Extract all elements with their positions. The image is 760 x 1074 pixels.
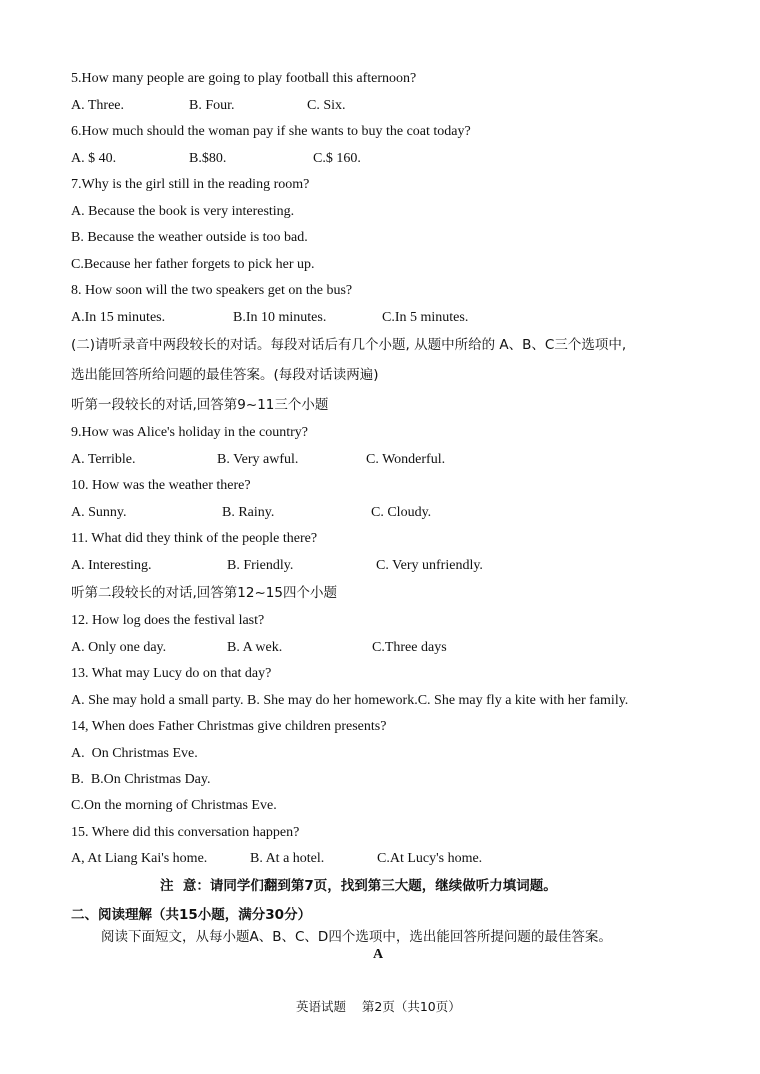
question-11-option-a: A. Interesting. [71,558,152,573]
question-7-option-b: B. Because the weather outside is too bad. [71,230,308,245]
question-5-option-a: A. Three. [71,98,124,113]
question-15-option-c: C.At Lucy's home. [377,851,483,866]
question-9-option-b: B. Very awful. [217,452,299,467]
question-14-option-a: A. On Christmas Eve. [71,746,198,761]
reading-section-heading: 二、阅读理解（共15小题，满分30分） [71,907,312,923]
question-11-option-c: C. Very unfriendly. [376,558,483,573]
question-6-stem: 6.How much should the woman pay if she wants to buy the coat today? [71,124,471,139]
question-8-option-a: A.In 15 minutes. [71,310,166,325]
notice-text: 注 意：请同学们翻到第7页，找到第三大题，继续做听力填词题。 [160,878,557,894]
question-15-option-a: A, At Liang Kai's home. [71,851,208,866]
question-10-option-c: C. Cloudy. [371,505,432,520]
question-5-option-c: C. Six. [307,98,346,113]
dialog-1-intro: 听第一段较长的对话,回答第9~11三个小题 [71,397,329,413]
question-11-stem: 11. What did they think of the people there? [71,531,318,546]
question-7-option-c: C.Because her father forgets to pick her up. [71,257,315,272]
question-6-option-c: C.$ 160. [313,151,361,166]
question-5-option-b: B. Four. [189,98,235,113]
question-7-stem: 7.Why is the girl still in the reading room? [71,177,310,192]
question-5-stem: 5.How many people are going to play football this afternoon? [71,71,417,86]
question-15-option-b: B. At a hotel. [250,851,325,866]
question-12-stem: 12. How log does the festival last? [71,613,265,628]
question-14-option-b: B. B.On Christmas Day. [71,772,211,787]
question-12-option-b: B. A wek. [227,640,283,655]
question-9-stem: 9.How was Alice's holiday in the country? [71,425,308,440]
question-8-option-b: B.In 10 minutes. [233,310,327,325]
question-12-option-c: C.Three days [372,640,447,655]
question-10-stem: 10. How was the weather there? [71,478,251,493]
question-14-option-c: C.On the morning of Christmas Eve. [71,798,277,813]
question-11-option-b: B. Friendly. [227,558,294,573]
dialog-2-intro: 听第二段较长的对话,回答第12~15四个小题 [71,585,337,601]
question-9-option-c: C. Wonderful. [366,452,446,467]
question-10-option-a: A. Sunny. [71,505,127,520]
question-13-options: A. She may hold a small party. B. She may do her homework.C. She may fly a kite with her family. [71,693,629,708]
section-instruction-line-2: 选出能回答所给问题的最佳答案。(每段对话读两遍) [71,367,379,383]
question-9-option-a: A. Terrible. [71,452,136,467]
question-12-option-a: A. Only one day. [71,640,167,655]
question-8-stem: 8. How soon will the two speakers get on the bus? [71,283,353,298]
question-14-stem: 14, When does Father Christmas give children presents? [71,719,387,734]
question-7-option-a: A. Because the book is very interesting. [71,204,295,219]
question-6-option-a: A. $ 40. [71,151,117,166]
question-15-stem: 15. Where did this conversation happen? [71,825,300,840]
reading-section-instruction: 阅读下面短文，从每小题A、B、C、D四个选项中，选出能回答所提问题的最佳答案。 [101,929,612,945]
question-6-option-b: B.$80. [189,151,227,166]
passage-label: A [373,947,384,962]
question-10-option-b: B. Rainy. [222,505,275,520]
section-instruction-line-1: (二)请听录音中两段较长的对话。每段对话后有几个小题, 从题中所给的 A、B、C三个选项中, [71,337,627,353]
page-footer: 英语试题 第2页（共10页） [296,999,461,1014]
question-8-option-c: C.In 5 minutes. [382,310,469,325]
question-13-stem: 13. What may Lucy do on that day? [71,666,272,681]
